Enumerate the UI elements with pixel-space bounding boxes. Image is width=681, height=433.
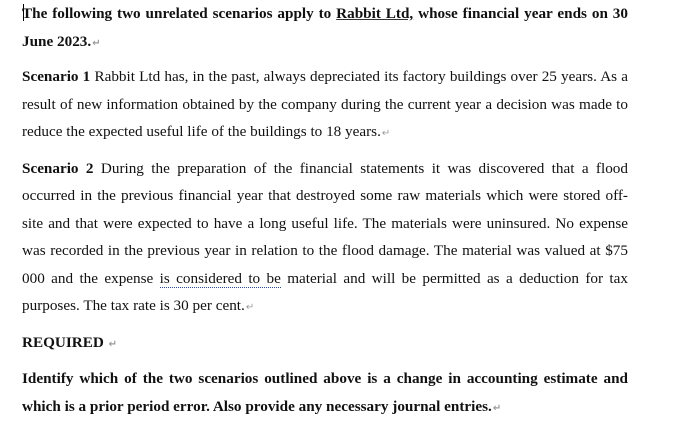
paragraph-mark-icon: ↵	[245, 302, 255, 313]
scenario-1-label: Scenario 1	[22, 68, 91, 85]
document-body	[22, 0, 628, 422]
paragraph-mark-icon: ↵	[108, 338, 118, 350]
scenario-2-label: Scenario 2	[22, 159, 94, 177]
paragraph-mark-icon: ↵	[492, 402, 502, 414]
required-heading: REQUIRED	[22, 333, 104, 351]
company-name: Rabbit Ltd,	[336, 5, 414, 22]
intro-text-start: The following two unrelated scenarios apply to	[22, 5, 337, 22]
scenario-2-text-end: material and will be permitted as a deduction for tax purposes. The tax rate is 30 per cent.	[22, 269, 628, 314]
question-paragraph	[22, 365, 628, 422]
paragraph-mark-icon: ↵	[92, 37, 101, 49]
scenario-1-paragraph	[22, 63, 628, 148]
question-text: Identify which of the two scenarios outlined above is a change in accounting estimate and which is a prior period error. Also provide any necessary journal entries.	[22, 370, 628, 415]
scenario-1-text: Rabbit Ltd has, in the past, always depreciated its factory buildings over 25 years. As a result of new information obtained by the company during the current year a decision was made to reduce the expected useful life of the buildings to 18 years.	[22, 68, 628, 140]
required-heading-paragraph	[22, 329, 628, 359]
scenario-2-text-start: During the preparation of the financial statements it was discovered that a flood occurred in the previous financial year that destroyed some raw materials which were stored off-site and that were expected to have a long useful life. The materials were uninsured. No expense was recorded in the previous year in relation to the flood damage. The material was valued at $75 000 and the expense	[22, 159, 628, 287]
intro-text-end: whose financial year ends on 30 June 2023.	[22, 5, 628, 50]
scenario-2-paragraph	[22, 155, 628, 322]
grammar-flagged-phrase[interactable]: is considered to be	[159, 269, 281, 287]
paragraph-mark-icon: ↵	[381, 128, 391, 139]
intro-paragraph	[22, 0, 628, 57]
